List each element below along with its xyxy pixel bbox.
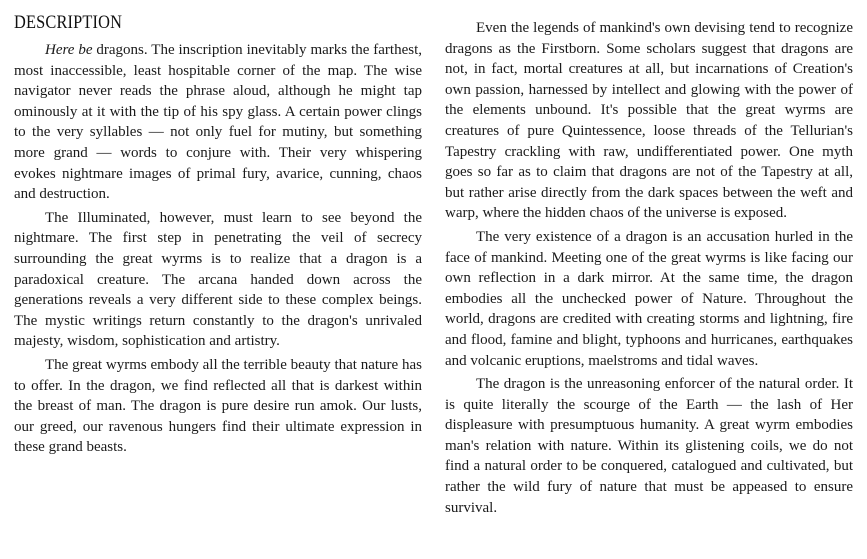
left-paragraph-1-italic-lead: Here be xyxy=(45,42,93,58)
right-column-body xyxy=(445,18,853,518)
left-paragraph-3: The great wyrms embody all the terrible beauty that nature has to offer. In the dragon, we find reflected all that is darkest within the breast of man. The dragon is pure desire run amok. Our lusts, our greed, our ravenous hungers find their ultimate expression in these grand beasts. xyxy=(14,356,422,456)
right-paragraph-2: The very existence of a dragon is an accusation hurled in the face of mankind. Meeting one of the great wyrms is like facing our own reflection in a dark mirror. At the same time, the dragon embodies all the unchecked power of Nature. Throughout the world, dragons are credited with creating storms and lightning, fire and flood, famine and blight, typhoons and hurricanes, earthquakes and volcanic eruptions, maelstroms and tidal waves. xyxy=(445,228,853,369)
section-heading: DESCRIPTION xyxy=(14,12,123,33)
left-paragraph-2: The Illuminated, however, must learn to see beyond the nightmare. The first step in penetrating the veil of secrecy surrounding the great wyrms is to realize that a dragon is a paradoxical creature. The arcana handed down across the generations reveals a very different side to these complex beings. The mystic writings return constantly to the dragon's unrivaled majesty, wisdom, sophistication and artistry. xyxy=(14,209,422,350)
right-paragraph-1: Even the legends of mankind's own devising tend to recognize dragons as the Firstborn. Some scholars suggest that dragons are not, in fact, mortal creatures at all, but incarnations of Creation's own passion, harnessed by intellect and glowing with the power of the elements unbound. It's possible that the great wyrms are creatures of pure Quintessence, loose threads of the Tellurian's Tapestry crackling with raw, undifferentiated power. One myth goes so far as to claim that dragons are not of the Tapestry at all, but rather arise directly from the dark spaces between the weft and warp, where the hidden chaos of the universe is exposed. xyxy=(445,20,853,222)
right-paragraph-3: The dragon is the unreasoning enforcer of the natural order. It is quite literally the scourge of the Earth — the lash of Her displeasure with presumptuous humanity. A great wyrm embodies man's relation with nature. Within its glistening coils, we do not find a natural order to be conquered, catalogued and cultivated, but rather the wild fury of nature that must be appeased to ensure survival. xyxy=(445,376,853,516)
left-paragraph-1 xyxy=(14,40,422,205)
left-paragraph-1-text: dragons. The inscription inevitably marks the farthest, most inaccessible, least hospitable corner of the map. The wise navigator never reads the phrase aloud, although he might tap ominously at it with the tip of his spy glass. A certain power clings to the very syllables — not only fuel for mutiny, but something more grand — words to conjure with. Their very whispering evokes nightmare images of primal fury, avarice, cunning, chaos and destruction. xyxy=(14,42,422,203)
left-column-body xyxy=(14,40,422,458)
